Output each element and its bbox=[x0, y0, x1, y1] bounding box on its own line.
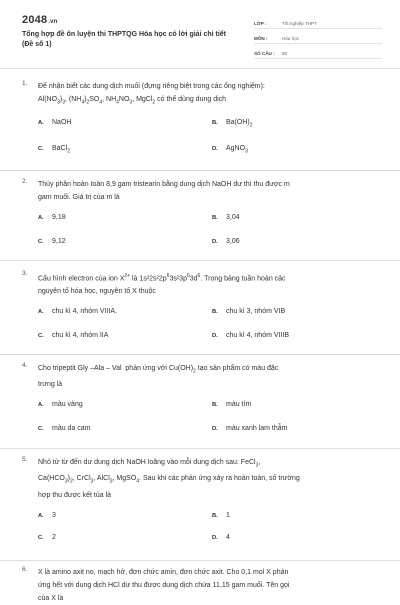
question-4 bbox=[22, 362, 372, 445]
question-divider bbox=[0, 560, 400, 561]
question-text bbox=[38, 456, 372, 502]
header-divider bbox=[0, 68, 400, 69]
logo-main: 2048 bbox=[22, 14, 48, 26]
option-letter: D. bbox=[212, 333, 218, 340]
option-d[interactable] bbox=[212, 238, 240, 245]
question-divider bbox=[0, 170, 400, 171]
options bbox=[38, 119, 372, 163]
question-text bbox=[38, 270, 372, 298]
option-text: $Ba(OH)_2$ bbox=[226, 119, 253, 129]
question-text-line: hợp thu được kết tủa là bbox=[38, 491, 112, 499]
question-text-line: Thủy phân hoàn toàn 8,9 gam tristearin bằng dung dịch NaOH dư thì thu được m bbox=[38, 181, 290, 188]
question-6 bbox=[22, 566, 372, 605]
option-letter: B. bbox=[212, 120, 218, 127]
question-number: 3. bbox=[22, 270, 28, 277]
option-text: màu xanh lam thẫm bbox=[226, 425, 288, 433]
option-d[interactable] bbox=[212, 534, 230, 541]
option-b[interactable] bbox=[212, 401, 251, 408]
option-text: AgNO$_3$ bbox=[226, 145, 248, 155]
option-text: chu kì 3, nhóm VIB bbox=[226, 308, 286, 316]
question-text-line: Để nhận biết các dung dịch muối (đựng riêng biệt trong các ống nghiệm): bbox=[38, 83, 265, 90]
question-number: 5. bbox=[22, 456, 28, 463]
option-letter: A. bbox=[38, 215, 44, 221]
question-text-line: của X là bbox=[38, 595, 64, 602]
option-d[interactable] bbox=[212, 332, 289, 339]
option-b[interactable] bbox=[212, 512, 230, 519]
option-a[interactable] bbox=[38, 214, 66, 221]
option-d[interactable] bbox=[212, 145, 248, 154]
meta-mon bbox=[254, 31, 382, 44]
option-b[interactable] bbox=[212, 308, 285, 315]
option-c[interactable] bbox=[38, 534, 56, 541]
question-number: 6. bbox=[22, 566, 28, 573]
option-letter: B. bbox=[212, 402, 218, 409]
option-letter: B. bbox=[212, 215, 218, 221]
option-a[interactable] bbox=[38, 308, 117, 315]
meta-lop-label: LỚP : bbox=[254, 21, 267, 26]
option-letter: B. bbox=[212, 309, 218, 316]
question-text-line: trưng là bbox=[38, 381, 63, 389]
meta-socau-value: 50 bbox=[282, 51, 288, 56]
option-letter: C. bbox=[38, 333, 44, 340]
question-1 bbox=[22, 80, 372, 163]
option-letter: A. bbox=[38, 402, 44, 409]
option-text: 4 bbox=[226, 533, 230, 541]
question-number: 2. bbox=[22, 178, 28, 185]
option-text: 3 bbox=[52, 511, 56, 519]
options bbox=[38, 308, 372, 352]
question-text-line: Cấu hình electron của ion $X^{2+}$ là $1s^22s^22p^63s^23p^63d^6$. Trong bảng tuần hoàn các bbox=[38, 273, 286, 283]
options bbox=[38, 401, 372, 445]
exam-title: Tổng hợp đề ôn luyện thi THPTQG Hóa học có lời giải chi tiết (Đề số 1) bbox=[22, 31, 227, 48]
option-letter: A. bbox=[38, 120, 44, 127]
question-text bbox=[38, 362, 372, 391]
option-text: 9,12 bbox=[52, 238, 66, 245]
option-b[interactable] bbox=[212, 119, 253, 128]
logo-suffix: .vn bbox=[48, 19, 58, 25]
option-d[interactable] bbox=[212, 425, 287, 432]
option-c[interactable] bbox=[38, 145, 70, 154]
meta-lop-value: Tốt nghiệp THPT bbox=[282, 21, 317, 26]
question-text-line: nguyên tố hóa học, nguyên tố X thuộc bbox=[38, 288, 156, 296]
question-text-line: Cho tripeptit Gly –Ala – Val phản ứng với $Cu(OH)_2$ tạo sản phẩm có màu đặc bbox=[38, 365, 279, 375]
question-text bbox=[38, 566, 372, 605]
question-text-line: ứng hết với dung dịch HCl dư thu được dung dịch chứa 11,15 gam muối. Tên gọi bbox=[38, 582, 290, 589]
option-text: BaCl$_2$ bbox=[52, 145, 70, 155]
question-text-line: gam muối. Giá trị của m là bbox=[38, 194, 120, 201]
meta-mon-value: Hóa học bbox=[282, 36, 300, 41]
option-letter: C. bbox=[38, 239, 44, 245]
question-divider bbox=[0, 354, 400, 355]
option-text: màu tím bbox=[226, 401, 252, 409]
option-text: chu kì 4, nhóm IIA bbox=[52, 332, 109, 340]
question-2 bbox=[22, 178, 372, 258]
question-text-line: $Ca(HCO_3)_2$, CrCl$_3$, AlCl$_3$, MgSO$_4$. Sau khi các phản ứng xảy ra hoàn toàn, số trường bbox=[38, 475, 300, 485]
option-text: 9,18 bbox=[52, 214, 66, 221]
question-3 bbox=[22, 270, 372, 352]
question-text bbox=[38, 80, 372, 109]
option-c[interactable] bbox=[38, 332, 108, 339]
question-number: 1. bbox=[22, 80, 28, 87]
option-letter: D. bbox=[212, 534, 218, 541]
question-number: 4. bbox=[22, 362, 28, 369]
question-text-line: X là amino axit no, mạch hở, đơn chức amin, đơn chức axit. Cho 0,1 mol X phản bbox=[38, 569, 289, 576]
option-text: chu kì 4, nhóm VIIIB bbox=[226, 332, 290, 340]
option-text: 3,06 bbox=[226, 238, 240, 245]
option-letter: A. bbox=[38, 512, 44, 519]
question-text bbox=[38, 178, 372, 204]
option-b[interactable] bbox=[212, 214, 240, 221]
exam-meta bbox=[254, 16, 382, 61]
option-letter: D. bbox=[212, 146, 218, 153]
meta-socau-label: SỐ CÂU : bbox=[254, 51, 275, 56]
meta-mon-label: MÔN : bbox=[254, 36, 268, 41]
option-c[interactable] bbox=[38, 425, 91, 432]
option-text: 1 bbox=[226, 511, 230, 519]
option-letter: A. bbox=[38, 309, 44, 316]
option-text: NaOH bbox=[52, 119, 72, 127]
exam-header bbox=[22, 14, 382, 66]
meta-socau bbox=[254, 46, 382, 59]
question-text-line: $Al(NO_3)_3$, $(NH_4)_2SO_4$, $NH_4NO_3$, MgCl$_2$ có thể dùng dung dịch bbox=[38, 96, 227, 106]
question-5 bbox=[22, 456, 372, 552]
options bbox=[38, 214, 372, 258]
option-a[interactable] bbox=[38, 512, 56, 519]
question-divider bbox=[0, 448, 400, 449]
option-letter: D. bbox=[212, 426, 218, 433]
option-letter: C. bbox=[38, 534, 44, 541]
option-text: chu kì 4, nhóm VIIIA. bbox=[52, 308, 117, 316]
options bbox=[38, 512, 372, 552]
option-text: màu vàng bbox=[52, 401, 83, 409]
option-text: 2 bbox=[52, 533, 56, 541]
option-letter: C. bbox=[38, 426, 44, 433]
meta-lop bbox=[254, 16, 382, 29]
option-letter: D. bbox=[212, 239, 218, 245]
option-letter: B. bbox=[212, 512, 218, 519]
option-a[interactable] bbox=[38, 119, 71, 126]
option-a[interactable] bbox=[38, 401, 83, 408]
question-text-line: Nhỏ từ từ đến dư dung dịch NaOH loãng vào mỗi dung dịch sau: FeCl$_3$, bbox=[38, 459, 261, 469]
option-c[interactable] bbox=[38, 238, 66, 245]
option-letter: C. bbox=[38, 146, 44, 153]
option-text: màu da cam bbox=[52, 425, 91, 433]
option-text: 3,04 bbox=[226, 214, 240, 221]
question-divider bbox=[0, 260, 400, 261]
